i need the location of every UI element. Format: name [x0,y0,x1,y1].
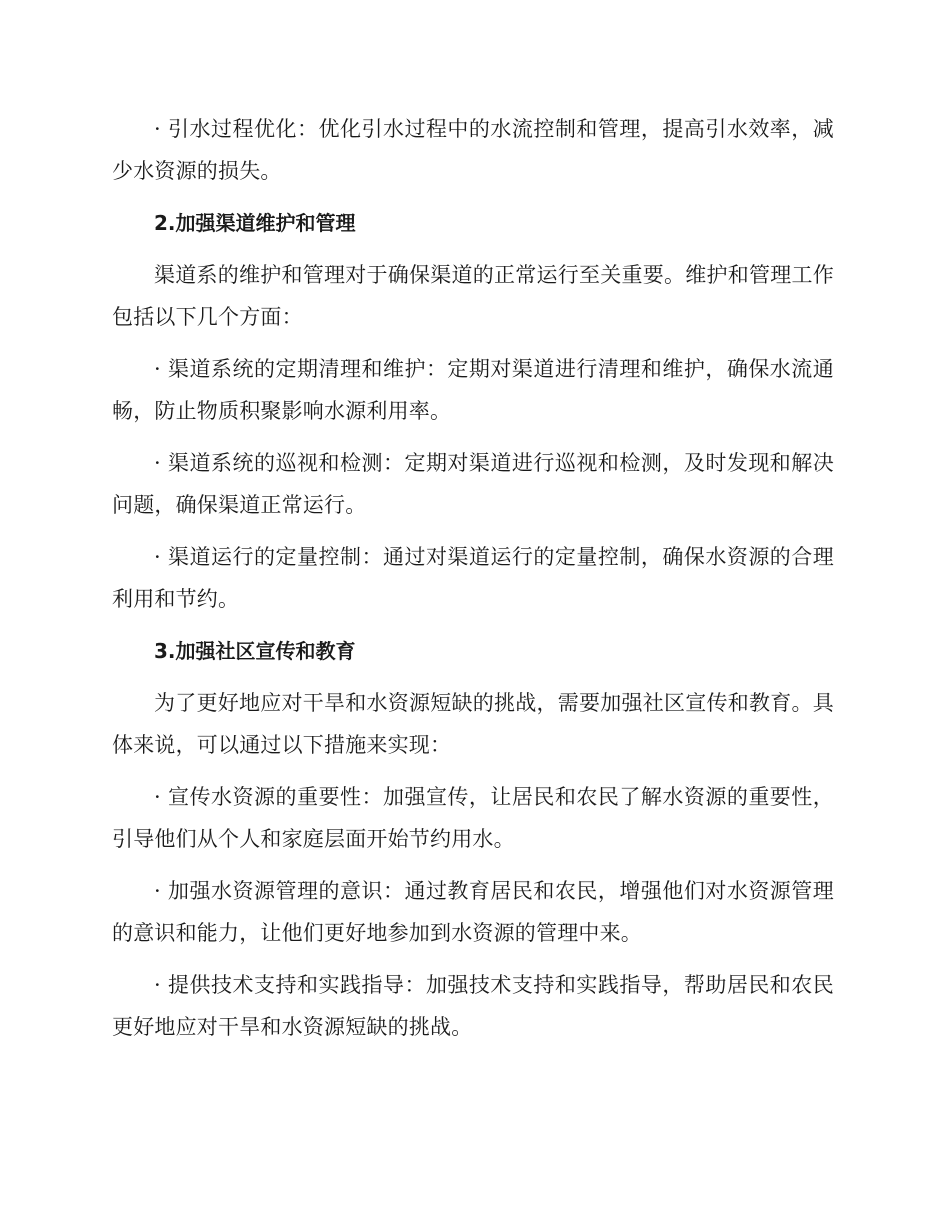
bullet-water-diversion-optimization: · 引水过程优化：优化引水过程中的水流控制和管理，提高引水效率，减少水资源的损失。 [112,117,834,183]
bullet-channel-quantitative-control: · 渠道运行的定量控制：通过对渠道运行的定量控制，确保水资源的合理利用和节约。 [112,545,834,611]
bullet-channel-cleaning: · 渠道系统的定期清理和维护：定期对渠道进行清理和维护，确保水流通畅，防止物质积聚影响水源利用率。 [112,357,834,423]
section-heading-2: 2.加强渠道维护和管理 [154,211,356,235]
bullet-water-management-awareness: · 加强水资源管理的意识：通过教育居民和农民，增强他们对水资源管理的意识和能力，让他们更好地参加到水资源的管理中来。 [112,879,834,945]
paragraph-community-education-intro: 为了更好地应对干旱和水资源短缺的挑战，需要加强社区宣传和教育。具体来说，可以通过以下措施来实现： [112,691,834,757]
document-page [112,108,834,1058]
bullet-water-importance-promotion: · 宣传水资源的重要性：加强宣传，让居民和农民了解水资源的重要性，引导他们从个人和家庭层面开始节约用水。 [112,785,834,851]
bullet-channel-inspection: · 渠道系统的巡视和检测：定期对渠道进行巡视和检测，及时发现和解决问题，确保渠道正常运行。 [112,451,834,517]
paragraph-channel-maintenance-intro: 渠道系的维护和管理对于确保渠道的正常运行至关重要。维护和管理工作包括以下几个方面： [112,263,834,329]
bullet-technical-support: · 提供技术支持和实践指导：加强技术支持和实践指导，帮助居民和农民更好地应对干旱和水资源短缺的挑战。 [112,973,834,1039]
section-heading-3: 3.加强社区宣传和教育 [154,639,356,663]
